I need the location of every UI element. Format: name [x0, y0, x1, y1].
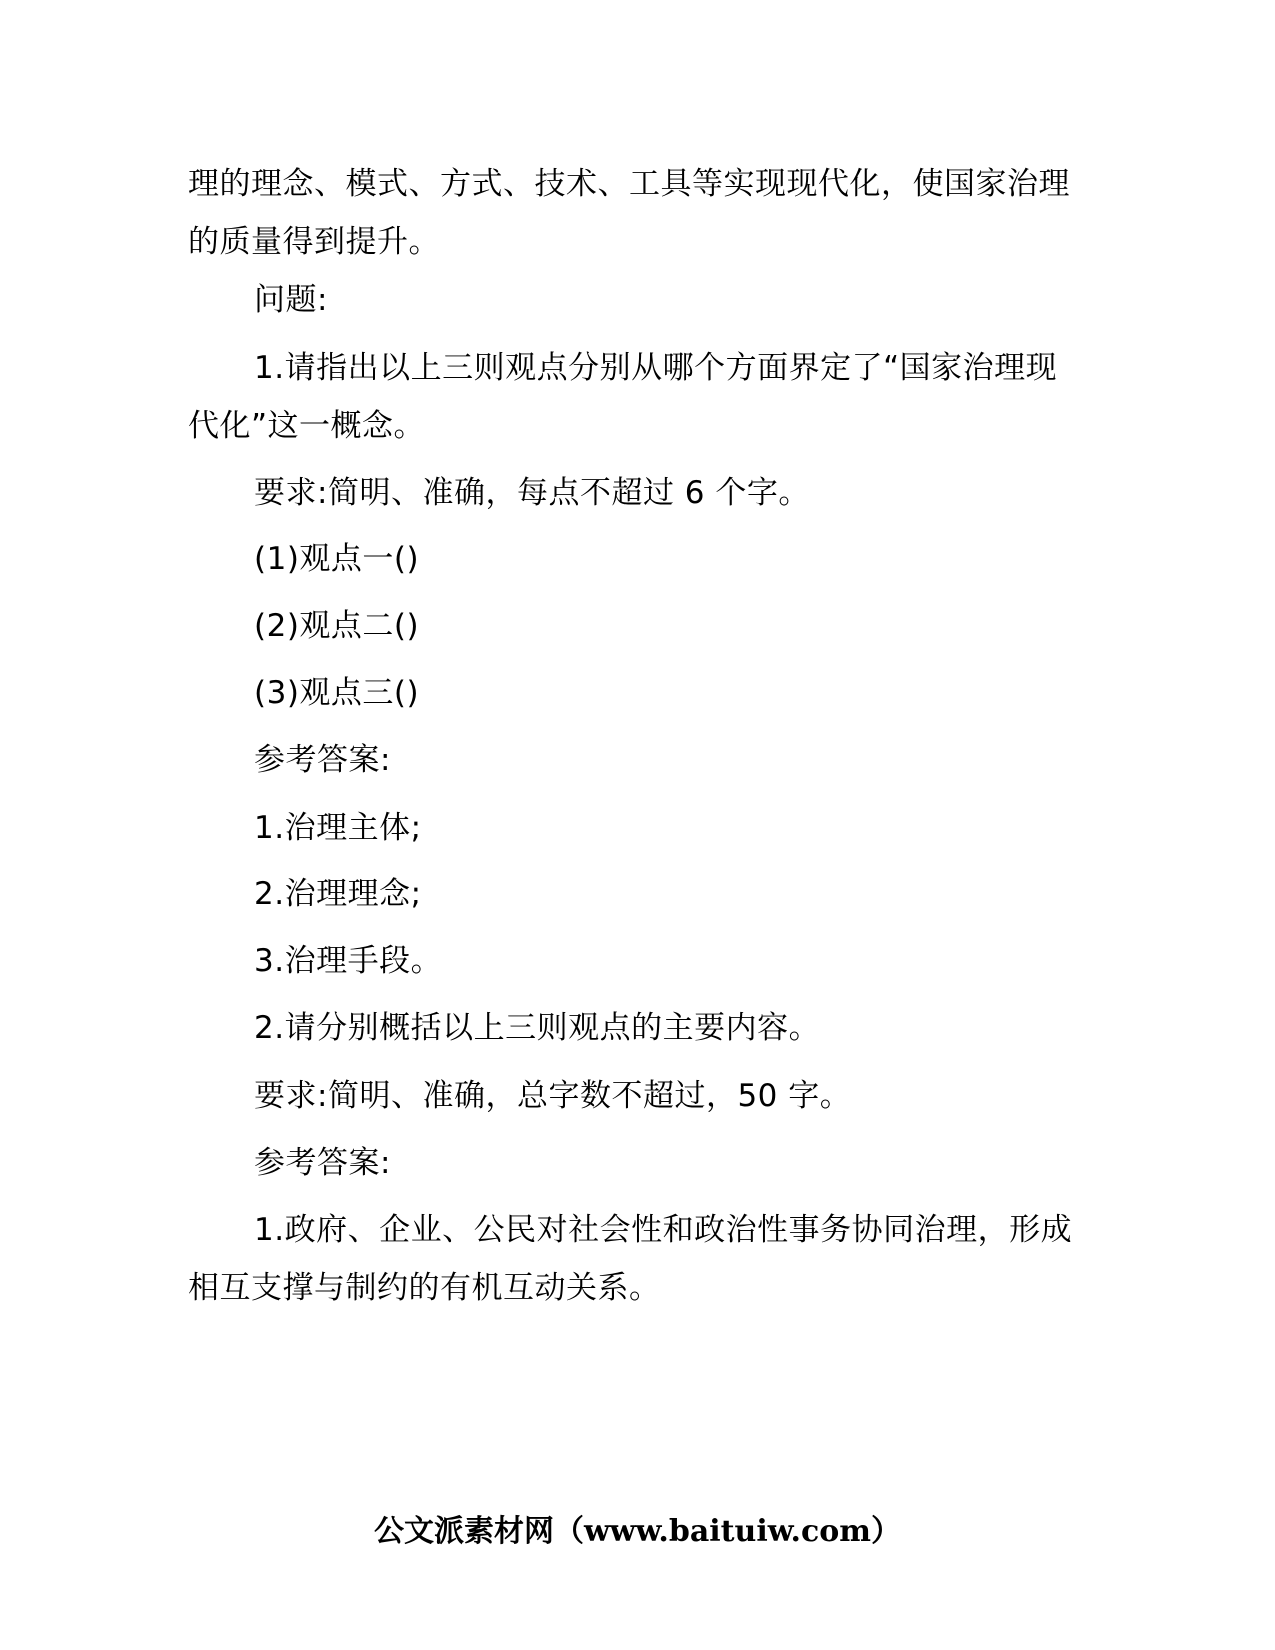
paragraph-requirement-2: 要求:简明、准确，总字数不超过，50 字。 [254, 1078, 852, 1114]
paragraph-question-heading: 问题: [254, 282, 328, 318]
paragraph-answer-1-3: 3.治理手段。 [254, 943, 443, 979]
paragraph-requirement-1: 要求:简明、准确，每点不超过 6 个字。 [254, 475, 810, 511]
paragraph-option-2: (2)观点二() [254, 608, 420, 644]
paragraph-answer-heading-2: 参考答案: [254, 1145, 391, 1181]
footer-watermark: 公文派素材网（www.baituiw.com） [373, 1514, 902, 1549]
paragraph-continuation: 理的理念、模式、方式、技术、工具等实现现代化，使国家治理的质量得到提升。 [188, 166, 1070, 260]
paragraph-answer-1-2: 2.治理理念; [254, 876, 422, 912]
paragraph-option-3: (3)观点三() [254, 675, 420, 711]
paragraph-question-1: 1.请指出以上三则观点分别从哪个方面界定了“国家治理现代化”这一概念。 [188, 350, 1058, 444]
paragraph-answer-1-1: 1.治理主体; [254, 810, 422, 846]
paragraph-answer-heading-1: 参考答案: [254, 742, 391, 778]
paragraph-answer-2-1: 1.政府、企业、公民对社会性和政治性事务协同治理，形成相互支撑与制约的有机互动关系。 [188, 1212, 1073, 1306]
paragraph-question-2: 2.请分别概括以上三则观点的主要内容。 [254, 1010, 821, 1046]
paragraph-option-1: (1)观点一() [254, 541, 420, 577]
